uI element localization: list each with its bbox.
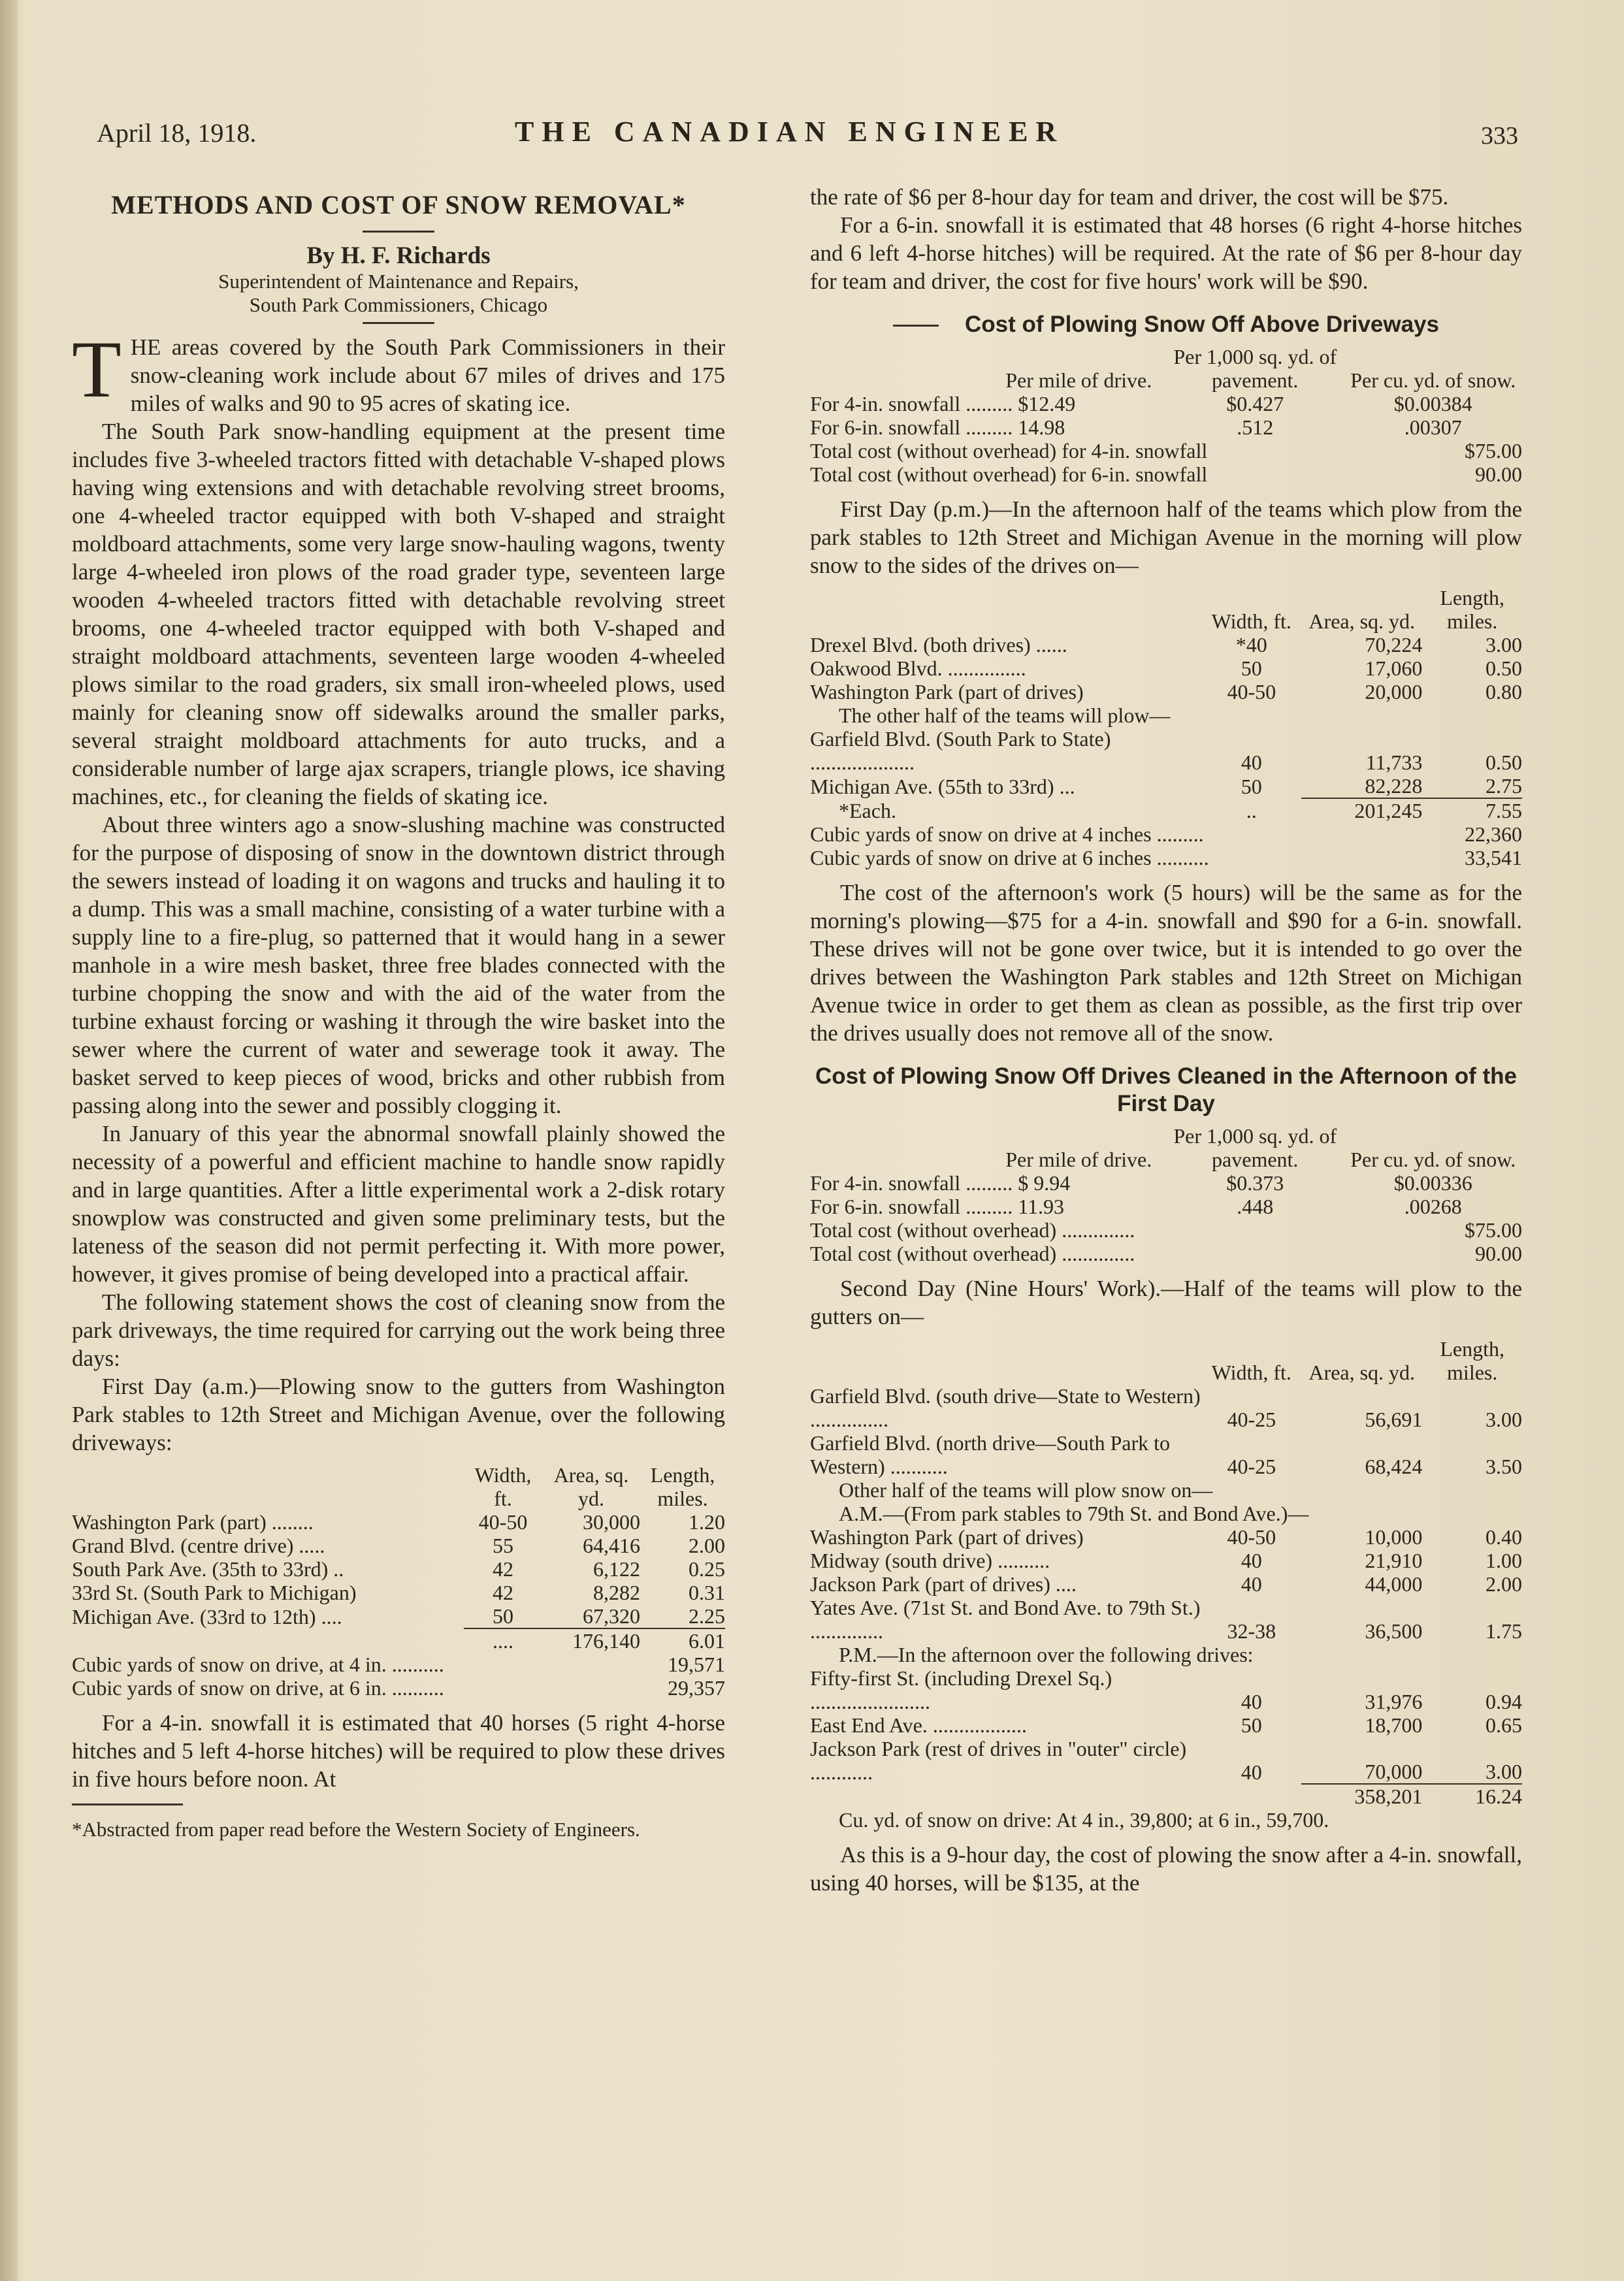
- column-header: Length, miles.: [1440, 586, 1505, 633]
- snowfall-label: For 4-in. snowfall ......... $12.49: [810, 392, 1076, 415]
- paragraph-equipment: The South Park snow-handling equipment at the present time includes five 3-wheeled tractors fitted with detachable V-shaped plows having wing extensions and with detachable revolving street brooms, one 4-wheeled tractor equipped with both V-shaped and straight moldboard attachments, some very large snow-hauling wagons, twenty large 4-wheeled iron plows of the road grader type, seventeen large wooden 4-wheeled tractors fitted with detachable revolving street brooms, one 4-wheeled tractor equipped with both V-shaped and straight moldboard attachments, seventeen large wooden 4-wheeled plows similar to the road graders, six small iron-wheeled plows, used mainly for cleaning snow off sidewalks around the smaller parks, several straight moldboard attachments for auto trucks, and a considerable number of large ajax scrapers, triangle plows, ice shaving machines, etc., for cleaning the fields of skating ice.: [72, 419, 725, 809]
- table-row: [810, 1171, 1522, 1195]
- issue-date: April 18, 1918.: [97, 118, 257, 148]
- running-head: [97, 112, 1518, 152]
- table-row: [810, 822, 1522, 846]
- drive-area: 18,700: [1365, 1713, 1423, 1737]
- table-first-day-am: [72, 1463, 725, 1700]
- drive-length: 1.75: [1486, 1619, 1522, 1643]
- drive-width: 40: [1241, 1760, 1262, 1784]
- page-binding-edge: [0, 0, 18, 2281]
- table-row: [810, 1218, 1522, 1242]
- table-row: [810, 392, 1522, 415]
- table-row: [810, 774, 1522, 798]
- table-note-row: [810, 1643, 1522, 1666]
- drive-area: 21,910: [1365, 1549, 1423, 1572]
- heading-dash: [893, 325, 939, 327]
- cubic-yards-value: 22,360: [1465, 822, 1522, 846]
- drive-width: 40-25: [1227, 1408, 1276, 1431]
- table-row: [72, 1653, 725, 1676]
- drive-length: 2.75: [1486, 774, 1522, 798]
- drive-length: 2.25: [689, 1604, 725, 1628]
- cubic-yards-value: 29,357: [668, 1676, 725, 1700]
- article-title: METHODS AND COST OF SNOW REMOVAL*: [111, 190, 686, 219]
- total-area: 176,140: [542, 1628, 640, 1653]
- section-heading-text: Cost of Plowing Snow Off Above Driveways: [964, 312, 1439, 337]
- table-note-row: [810, 704, 1522, 727]
- column-header: Length, miles.: [650, 1463, 715, 1510]
- column-header: Per 1,000 sq. yd. of pavement.: [1173, 1124, 1337, 1171]
- total-area: 358,201: [1301, 1784, 1422, 1808]
- journal-title: THE CANADIAN ENGINEER: [515, 116, 1065, 148]
- table-header-row: [810, 586, 1522, 633]
- drive-name: Garfield Blvd. (north drive—South Park to Western) ...........: [810, 1431, 1171, 1478]
- paragraph-horses-4in: For a 4-in. snowfall it is estimated that 40 horses (5 right 4-horse hitches and 5 left 4-horse hitches) will be required to plow these drives in five hours before noon. At: [72, 1710, 725, 1792]
- table-row: [810, 680, 1522, 704]
- drive-width: 40-25: [1227, 1455, 1276, 1478]
- table-row: [810, 1431, 1522, 1478]
- drive-length: 3.00: [1486, 1408, 1522, 1431]
- paragraph-first-day-am: First Day (a.m.)—Plowing snow to the gutters from Washington Park stables to 12th Street and Michigan Avenue, over the following driveways:: [72, 1374, 725, 1455]
- drive-area: 44,000: [1365, 1572, 1423, 1596]
- drive-name: East End Ave. ..................: [810, 1713, 1027, 1737]
- paragraph-intro: [72, 325, 725, 417]
- each-note: *Each.: [839, 799, 896, 822]
- table-first-day-pm: [810, 586, 1522, 869]
- section-heading-cost-1: [810, 311, 1522, 338]
- column-header: Width, ft.: [1211, 1361, 1291, 1384]
- cubic-yards-value: 19,571: [668, 1653, 725, 1676]
- cost-per-cu-yd: $0.00336: [1393, 1171, 1472, 1195]
- cost-per-1000-sq-yd: $0.373: [1226, 1171, 1284, 1195]
- column-header: Per mile of drive.: [1005, 368, 1152, 392]
- drive-area: 20,000: [1365, 680, 1423, 704]
- table-row: [810, 1713, 1522, 1737]
- drive-area: 70,224: [1365, 633, 1423, 656]
- drive-length: 1.00: [1486, 1549, 1522, 1572]
- total-cost-label: Total cost (without overhead) ..............: [810, 1242, 1135, 1265]
- drive-width: 40: [1241, 751, 1262, 774]
- other-half-note: The other half of the teams will plow—: [839, 704, 1171, 727]
- table-row: [810, 1195, 1522, 1218]
- drive-length: 0.40: [1486, 1525, 1522, 1549]
- drive-length: 3.00: [1486, 1760, 1522, 1783]
- paragraph-rotary-snowplow: In January of this year the abnormal snowfall plainly showed the necessity of a powerful and efficient machine to handle snow rapidly and in large quantities. After a little experimental work a 2-disk rotary snowplow was constructed and given some preliminary tests, but the lateness of the season did not permit perfecting it. With more power, however, it gives promise of being developed into a practical affair.: [72, 1121, 725, 1287]
- snowfall-label: For 4-in. snowfall ......... $ 9.94: [810, 1171, 1071, 1195]
- column-header: Per mile of drive.: [1005, 1148, 1152, 1171]
- table-row: [810, 439, 1522, 462]
- table-header-row: [810, 345, 1522, 392]
- total-width: ....: [464, 1628, 542, 1653]
- table-row: [72, 1676, 725, 1700]
- drive-area: 31,976: [1365, 1690, 1423, 1713]
- drive-area: 70,000: [1365, 1760, 1423, 1783]
- pm-note: P.M.—In the afternoon over the following drives:: [839, 1643, 1254, 1666]
- table-row: [810, 1596, 1522, 1643]
- drive-name: Midway (south drive) ..........: [810, 1549, 1050, 1572]
- total-area: 201,245: [1301, 798, 1422, 822]
- column-header: Per cu. yd. of snow.: [1350, 1148, 1516, 1171]
- left-column: [72, 183, 725, 1842]
- column-header: Per cu. yd. of snow.: [1350, 368, 1516, 392]
- drive-length: 0.50: [1486, 751, 1522, 774]
- drive-name: Washington Park (part) ........: [72, 1510, 314, 1534]
- total-length: 16.24: [1422, 1784, 1522, 1808]
- drive-name: Washington Park (part of drives): [810, 1525, 1084, 1549]
- table-row: [72, 1581, 725, 1604]
- total-cost-value: 90.00: [1475, 462, 1522, 486]
- other-half-note: Other half of the teams will plow snow on—: [839, 1478, 1213, 1502]
- total-cost-value: 90.00: [1475, 1242, 1522, 1265]
- drive-area: 67,320: [583, 1604, 640, 1628]
- section-heading-cost-2: Cost of Plowing Snow Off Drives Cleaned in the Afternoon of the First Day: [815, 1063, 1517, 1116]
- total-length: 6.01: [640, 1628, 725, 1653]
- drive-area: 64,416: [583, 1534, 640, 1557]
- drive-name: Grand Blvd. (centre drive) .....: [72, 1534, 325, 1557]
- total-cost-label: Total cost (without overhead) for 4-in. snowfall: [810, 439, 1208, 462]
- table-header-row: [810, 1124, 1522, 1171]
- drive-length: 0.80: [1486, 680, 1522, 704]
- drive-area: 11,733: [1365, 751, 1423, 774]
- column-header: Area, sq. yd.: [553, 1463, 629, 1510]
- drive-name: Drexel Blvd. (both drives) ......: [810, 633, 1067, 656]
- total-cost-label: Total cost (without overhead) ..............: [810, 1218, 1135, 1242]
- drive-length: 2.00: [1486, 1572, 1522, 1596]
- table-header-row: [72, 1463, 725, 1510]
- table-note-row: [810, 1502, 1522, 1525]
- byline-rule: [363, 322, 434, 324]
- table-row: [810, 462, 1522, 486]
- cost-per-cu-yd: $0.00384: [1393, 392, 1472, 415]
- footnote-rule: [72, 1804, 183, 1805]
- table-row: [72, 1604, 725, 1628]
- column-header: Per 1,000 sq. yd. of pavement.: [1173, 345, 1337, 392]
- drive-length: 0.50: [1486, 656, 1522, 680]
- table-total-row: [810, 1784, 1522, 1808]
- cost-per-cu-yd: .00268: [1404, 1195, 1462, 1218]
- footnote: *Abstracted from paper read before the Western Society of Engineers.: [72, 1818, 640, 1841]
- cubic-yards-label: Cubic yards of snow on drive, at 6 in. ..........: [72, 1676, 444, 1700]
- cubic-yards-value: 33,541: [1465, 846, 1522, 869]
- drive-length: 0.31: [689, 1581, 725, 1604]
- table-row: [810, 1666, 1522, 1713]
- table-header-row: [810, 1337, 1522, 1384]
- drive-area: 82,228: [1365, 774, 1423, 798]
- table-row: [810, 727, 1522, 774]
- drive-width: 50: [493, 1604, 513, 1628]
- cubic-yards-label: Cubic yards of snow on drive at 4 inches .........: [810, 822, 1204, 846]
- total-cost-value: $75.00: [1465, 1218, 1522, 1242]
- table-total-row: [72, 1628, 725, 1653]
- column-header: Width, ft.: [474, 1463, 532, 1510]
- table-row: [810, 1242, 1522, 1265]
- drive-name: Washington Park (part of drives): [810, 680, 1084, 704]
- paragraph-first-day-pm: First Day (p.m.)—In the afternoon half of the teams which plow from the park stables to 12th Street and Michigan Avenue in the morning will plow snow to the sides of the drives on—: [810, 496, 1522, 578]
- table-cost-above-driveways: [810, 345, 1522, 486]
- table-note-row: [810, 1478, 1522, 1502]
- paragraph-slushing-machine: About three winters ago a snow-slushing machine was constructed for the purpose of disposing of snow in the downtown district through the sewers instead of loading it on wagons and trucks and hauling it to a dump. This was a small machine, consisting of a water turbine with a supply line to a fire-plug, so patterned that it would hang in a sewer manhole in a wire mesh basket, three free blades connected with the turbine chopping the snow and with the aid of the water from the turbine exhaust forcing or washing it through the wire basket into the sewer where the current of water and sewerage took it away. The basket served to keep pieces of wood, bricks and other rubbish from passing along into the sewer and possibly clogging it.: [72, 812, 725, 1118]
- cost-per-1000-sq-yd: .448: [1237, 1195, 1274, 1218]
- table-total-row: [810, 798, 1522, 822]
- paragraph-cost-continued: the rate of $6 per 8-hour day for team and driver, the cost will be $75.: [810, 184, 1449, 210]
- drive-area: 6,122: [593, 1557, 640, 1581]
- drive-area: 56,691: [1365, 1408, 1423, 1431]
- affiliation-line-2: South Park Commissioners, Chicago: [249, 293, 548, 316]
- table-row: [810, 656, 1522, 680]
- drive-area: 36,500: [1365, 1619, 1423, 1643]
- drive-name: Fifty-first St. (including Drexel Sq.) .......................: [810, 1666, 1112, 1713]
- am-note: A.M.—(From park stables to 79th St. and Bond Ave.)—: [839, 1502, 1309, 1525]
- table-note-row: [810, 1808, 1522, 1832]
- drive-width: 40: [1241, 1690, 1262, 1713]
- drive-width: 40: [1241, 1572, 1262, 1596]
- cost-per-1000-sq-yd: .512: [1237, 415, 1274, 439]
- cost-per-1000-sq-yd: $0.427: [1226, 392, 1284, 415]
- drive-width: 40-50: [478, 1510, 528, 1534]
- drive-width: *40: [1235, 633, 1267, 656]
- table-second-day: [810, 1337, 1522, 1832]
- total-cost-label: Total cost (without overhead) for 6-in. snowfall: [810, 462, 1208, 486]
- drive-length: 2.00: [689, 1534, 725, 1557]
- drive-length: 0.65: [1486, 1713, 1522, 1737]
- drive-width: 42: [493, 1581, 513, 1604]
- column-header: Area, sq. yd.: [1308, 609, 1416, 633]
- column-header: Area, sq. yd.: [1308, 1361, 1416, 1384]
- drive-area: 8,282: [593, 1581, 640, 1604]
- drop-cap: T: [72, 325, 122, 414]
- cubic-yards-label: Cubic yards of snow on drive, at 4 in. ..........: [72, 1653, 444, 1676]
- snowfall-label: For 6-in. snowfall ......... 11.93: [810, 1195, 1065, 1218]
- drive-length: 3.00: [1486, 633, 1522, 656]
- paragraph-intro-text: HE areas covered by the South Park Commissioners in their snow-cleaning work include about 67 miles of drives and 175 miles of walks and 90 to 95 acres of skating ice.: [130, 334, 725, 416]
- affiliation-line-1: Superintendent of Maintenance and Repairs,: [218, 270, 579, 293]
- table-row: [810, 415, 1522, 439]
- drive-name: Michigan Ave. (55th to 33rd) ...: [810, 775, 1075, 798]
- total-length: 7.55: [1422, 798, 1522, 822]
- drive-width: 50: [1241, 656, 1262, 680]
- drive-area: 17,060: [1365, 656, 1423, 680]
- snowfall-label: For 6-in. snowfall ......... 14.98: [810, 415, 1065, 439]
- drive-width: 40: [1241, 1549, 1262, 1572]
- paragraph-second-day: Second Day (Nine Hours' Work).—Half of the teams will plow to the gutters on—: [810, 1276, 1522, 1329]
- drive-width: 40-50: [1227, 1525, 1276, 1549]
- byline: By H. F. Richards: [306, 242, 491, 269]
- table-cost-afternoon: [810, 1124, 1522, 1265]
- table-row: [810, 1549, 1522, 1572]
- total-cost-value: $75.00: [1465, 439, 1522, 462]
- right-column: [810, 183, 1522, 1897]
- drive-name: South Park Ave. (35th to 33rd) ..: [72, 1557, 344, 1581]
- drive-area: 68,424: [1365, 1455, 1423, 1478]
- drive-name: Jackson Park (rest of drives in "outer" circle) ............: [810, 1737, 1187, 1784]
- table-row: [810, 1384, 1522, 1431]
- title-rule: [363, 231, 434, 233]
- drive-width: 40-50: [1227, 680, 1276, 704]
- drive-length: 1.20: [689, 1510, 725, 1534]
- table-row: [810, 846, 1522, 869]
- drive-name: Michigan Ave. (33rd to 12th) ....: [72, 1605, 342, 1628]
- cubic-yards-note: Cu. yd. of snow on drive: At 4 in., 39,800; at 6 in., 59,700.: [839, 1808, 1329, 1832]
- paragraph-nine-hour-day: As this is a 9-hour day, the cost of plowing the snow after a 4-in. snowfall, using 40 horses, will be $135, at the: [810, 1842, 1522, 1896]
- drive-length: 0.25: [689, 1557, 725, 1581]
- drive-area: 10,000: [1365, 1525, 1423, 1549]
- drive-width: 32-38: [1227, 1619, 1276, 1643]
- drive-name: Garfield Blvd. (south drive—State to Western) ...............: [810, 1384, 1201, 1431]
- column-header: Width, ft.: [1211, 609, 1291, 633]
- column-header: Length, miles.: [1440, 1337, 1505, 1384]
- paragraph-horses-6in: For a 6-in. snowfall it is estimated that 48 horses (6 right 4-horse hitches and 6 left 4-horse hitches) will be required. At the rate of $6 per 8-hour day for team and driver, the cost for five hours' work will be $90.: [810, 212, 1522, 294]
- paragraph-afternoon-cost: The cost of the afternoon's work (5 hours) will be the same as for the morning's plowing—$75 for a 4-in. snowfall and $90 for a 6-in. snowfall. These drives will not be gone over twice, but it is intended to go over the drives between the Washington Park stables and 12th Street on Michigan Avenue twice in order to get them as clean as possible, as the first trip over the drives usually does not remove all of the snow.: [810, 880, 1522, 1046]
- drive-name: Yates Ave. (71st St. and Bond Ave. to 79th St.) ..............: [810, 1596, 1201, 1643]
- table-row: [810, 1525, 1522, 1549]
- table-row: [810, 1572, 1522, 1596]
- table-row: [72, 1534, 725, 1557]
- drive-name: Oakwood Blvd. ...............: [810, 656, 1026, 680]
- drive-length: 0.94: [1486, 1690, 1522, 1713]
- page-number: 333: [1481, 122, 1518, 150]
- paragraph-statement: The following statement shows the cost of cleaning snow from the park driveways, the time required for carrying out the work being three days:: [72, 1289, 725, 1371]
- table-row: [810, 1737, 1522, 1784]
- table-row: [72, 1510, 725, 1534]
- cost-per-cu-yd: .00307: [1404, 415, 1462, 439]
- total-width: ..: [1246, 799, 1257, 822]
- drive-name: Jackson Park (part of drives) ....: [810, 1572, 1077, 1596]
- drive-area: 30,000: [583, 1510, 640, 1534]
- drive-length: 3.50: [1486, 1455, 1522, 1478]
- table-row: [72, 1557, 725, 1581]
- drive-name: Garfield Blvd. (South Park to State) ....................: [810, 727, 1111, 774]
- table-row: [810, 633, 1522, 656]
- drive-width: 50: [1241, 775, 1262, 798]
- drive-width: 55: [493, 1534, 513, 1557]
- cubic-yards-label: Cubic yards of snow on drive at 6 inches ..........: [810, 846, 1209, 869]
- drive-width: 50: [1241, 1713, 1262, 1737]
- drive-width: 42: [493, 1557, 513, 1581]
- drive-name: 33rd St. (South Park to Michigan): [72, 1581, 357, 1604]
